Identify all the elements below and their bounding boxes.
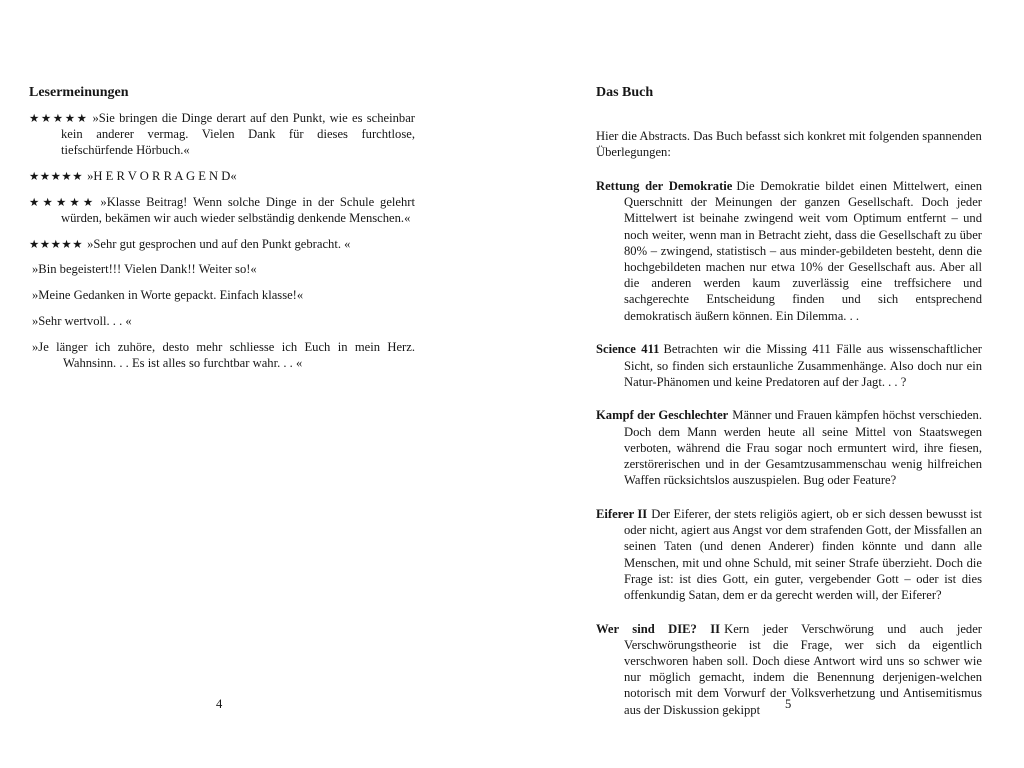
reader-reviews-heading: Lesermeinungen bbox=[29, 85, 129, 100]
intro-paragraph: Hier die Abstracts. Das Buch befasst sich konkret mit folgenden spannenden Überlegungen: bbox=[596, 129, 982, 160]
abstract-item bbox=[596, 178, 982, 324]
review-item bbox=[29, 261, 415, 277]
review-item bbox=[29, 287, 415, 303]
review-item bbox=[29, 194, 415, 226]
abstract-text: Betrachten wir die Missing 411 Fälle aus wissenschaftlicher Sicht, so finden sich erstaunliche Zusammenhänge. Also doch nur ein Natur-Phänomen und keine Predatoren auf der Jagt. . . ? bbox=[624, 342, 982, 389]
abstract-item bbox=[596, 506, 982, 603]
review-text: »Je länger ich zuhöre, desto mehr schliesse ich Euch in mein Herz. Wahnsinn. . . Es ist alles so furchtbar wahr. . . « bbox=[32, 339, 415, 370]
abstract-item bbox=[596, 407, 982, 488]
abstract-title: Science 411 bbox=[596, 342, 660, 357]
abstracts-list bbox=[596, 178, 982, 735]
review-item bbox=[29, 339, 415, 371]
abstract-title: Rettung der Demokratie bbox=[596, 179, 733, 193]
five-star-rating-icon: ★★★★★ bbox=[29, 194, 97, 209]
abstract-text: Kern jeder Verschwörung und auch jeder Verschwörungstheorie ist die Frage, wer sich da eigentlich verschworen haben soll. Doch diese Antwort wird uns so schwer wie nur möglich gemacht, indem die Benennung derjenigen-welchen notorisch mit dem Vorwurf der Volksverhetzung und Antisemitismus aus der Diskussion gekippt bbox=[624, 621, 983, 717]
abstract-text: Männer und Frauen kämpfen höchst verschieden. Doch dem Mann werden heute all seine Mittel von Staatswegen verboten, während die Frau sogar noch ermuntert wird, ihre fiesen, zerstörerischen und in der Gesamtzusammenschau wenig hilfreichen Waffen rücksichtslos auszuspielen. Bug oder Feature? bbox=[624, 408, 982, 488]
page-number: 4 bbox=[216, 697, 223, 711]
review-text: »Meine Gedanken in Worte gepackt. Einfach klasse!« bbox=[32, 288, 304, 303]
abstract-item bbox=[596, 341, 982, 390]
five-star-rating-icon: ★★★★★ bbox=[29, 111, 89, 125]
left-page bbox=[29, 0, 415, 768]
page-number: 5 bbox=[785, 697, 792, 711]
review-item bbox=[29, 168, 415, 184]
abstract-text: Der Eiferer, der stets religiös agiert, ob er sich dessen bewusst ist oder nicht, agiert aus Angst vor dem strafenden Gott, der Missfallen an seinen Taten (und denen Anderer) finden könnte und dann alle Menschen, mit und ohne Schuld, mit seiner Strafe überzieht. Doch die Frage ist: ist dies Gott, ein guter, vergebender Gott – oder ist dies offenkundig Satan, dem er da gerecht werden will, der Eiferer? bbox=[624, 506, 982, 602]
review-item bbox=[29, 236, 415, 252]
review-item bbox=[29, 313, 415, 329]
abstract-title: Kampf der Geschlechter bbox=[596, 408, 729, 423]
review-text: »Sie bringen die Dinge derart auf den Punkt, wie es scheinbar kein anderer vermag. Vielen Dank für dieses furchtlose, tiefschürfende Hörbuch.« bbox=[61, 111, 415, 158]
abstract-title: Eiferer II bbox=[596, 506, 648, 521]
review-text: »Sehr gut gesprochen und auf den Punkt gebracht. « bbox=[87, 236, 351, 251]
five-star-rating-icon: ★★★★★ bbox=[29, 236, 84, 251]
review-item bbox=[29, 110, 415, 159]
reviews-list bbox=[29, 110, 415, 380]
five-star-rating-icon: ★★★★★ bbox=[29, 169, 84, 184]
review-text: »Klasse Beitrag! Wenn solche Dinge in der Schule gelehrt würden, bekämen wir auch wieder selbständig denkende Menschen.« bbox=[61, 194, 415, 226]
review-text: »H E R V O R R A G E N D« bbox=[87, 169, 237, 184]
right-page bbox=[596, 0, 982, 768]
book-heading: Das Buch bbox=[596, 85, 654, 100]
review-text: »Bin begeistert!!! Vielen Dank!! Weiter so!« bbox=[32, 262, 257, 277]
review-text: »Sehr wertvoll. . . « bbox=[32, 313, 132, 328]
abstract-title: Wer sind DIE? II bbox=[596, 621, 721, 636]
abstract-text: Die Demokratie bildet einen Mittelwert, einen Querschnitt der Meinungen der ganzen Gesellschaft. Doch jeder Mittelwert ist beinahe zwingend weit vom Optimum entfernt – und noch weiter, wenn man in Betracht zieht, dass die Gesellschaft zu über 80% – zwingend, statistisch – aus minder-gebildeten besteht, denn die hochgebildeten machen nur etwa 10% der Gesellschaft aus. Aber all die anderen werden kaum zuverlässig eine treffsichere und sachgerechte Entscheidung finden und sich entsprechend demokratisch äußern können. Ein Dilemma. . . bbox=[624, 179, 983, 323]
